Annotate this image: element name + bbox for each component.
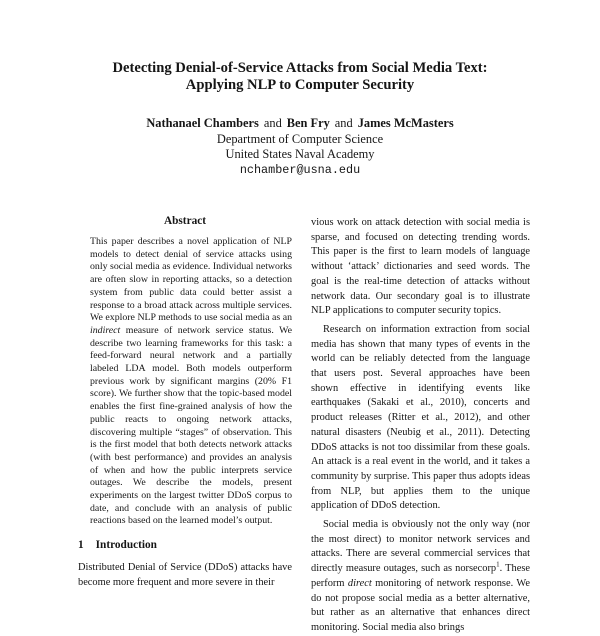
- author-name: Nathanael Chambers: [146, 116, 259, 130]
- author-connector: and: [334, 116, 353, 130]
- abstract-text: [78, 236, 292, 528]
- footnote-marker: 1: [496, 560, 500, 569]
- author-block: [0, 116, 600, 178]
- author-names: [0, 116, 600, 132]
- abstract-text-part: measure of network service status. We describe two learning frameworks for this task: a feed-forward neural network and a partially labeled LDA model. Both models outperform previous work by significant margins (20% F1 score). We further show that the topic-based model enables the first fine-grained analysis of how the public reacts to ongoing network attacks, discovering multiple “stages” of observation. This is the first model that both detects network attacks (with best performance) and provides an analysis of when and how the public interprets service outages. We describe the models, present experiments on the largest twitter DDoS corpus to date, and conclude with an analysis of public reactions based on the learned model’s output.: [90, 324, 292, 527]
- paper-title: [0, 60, 600, 94]
- author-email: nchamber@usna.edu: [239, 162, 361, 177]
- left-column: [78, 215, 292, 591]
- body-paragraph: [311, 518, 530, 636]
- body-text-part: Social media is obviously not the only way (nor the most direct) to monitor network services and attacks. There are several commercial services that directly measure outages, such as norsecorp: [311, 519, 530, 575]
- right-column: [311, 216, 530, 636]
- section-title: Introduction: [95, 539, 157, 552]
- author-name: James McMasters: [357, 116, 454, 130]
- abstract-heading: Abstract: [163, 215, 207, 227]
- title-line-2: Applying NLP to Computer Security: [185, 77, 415, 93]
- body-italic-word: direct: [347, 577, 372, 589]
- section-heading: [78, 539, 292, 552]
- affiliation-inst: United States Naval Academy: [225, 147, 375, 161]
- author-connector: and: [263, 116, 282, 130]
- title-line-1: Detecting Denial-of-Service Attacks from Social Media Text:: [112, 60, 488, 76]
- intro-paragraph: Distributed Denial of Service (DDoS) attacks have become more frequent and more severe in their: [78, 562, 292, 588]
- body-paragraph: vious work on attack detection with social media is sparse, and focused on detecting trending words. This paper is the first to learn models of language without ‘attack’ dictionaries and seed words. The goal is the real-time detection of attacks without network data. Our secondary goal is to illustrate NLP applications to computer security topics.: [311, 217, 530, 317]
- author-name: Ben Fry: [286, 116, 330, 130]
- body-text-part: . These perform: [311, 563, 530, 589]
- abstract-text-part: This paper describes a novel application of NLP models to detect denial of service attacks using only social media as evidence. Individual networks are often slow in reporting attacks, so a detection system from public data could better assist a response to a broad attack across multiple services. We explore NLP methods to use social media as an: [90, 236, 292, 324]
- body-text-part: monitoring of network response. We do not propose social media as a better alternative, but rather as an alternative that enhances direct monitoring. Social media also brings: [311, 577, 530, 633]
- affiliation-dept: Department of Computer Science: [216, 131, 384, 146]
- body-paragraph: Research on information extraction from social media has shown that many types of events in the world can be reliably detected from the language that users post. Several approaches have been shown effective in identifying events like earthquakes (Sakaki et al., 2010), concerts and product releases (Ritter et al., 2012), and other natural disasters (Neubig et al., 2011). Detecting DDoS attacks is not too dissimilar from these goals. An attack is a real event in the world, and it takes a community by surprise. This paper thus adopts ideas from NLP, but applies them to the unique application of DDoS detection.: [311, 323, 530, 512]
- section-number: 1: [78, 539, 84, 552]
- abstract-italic-word: indirect: [90, 324, 121, 336]
